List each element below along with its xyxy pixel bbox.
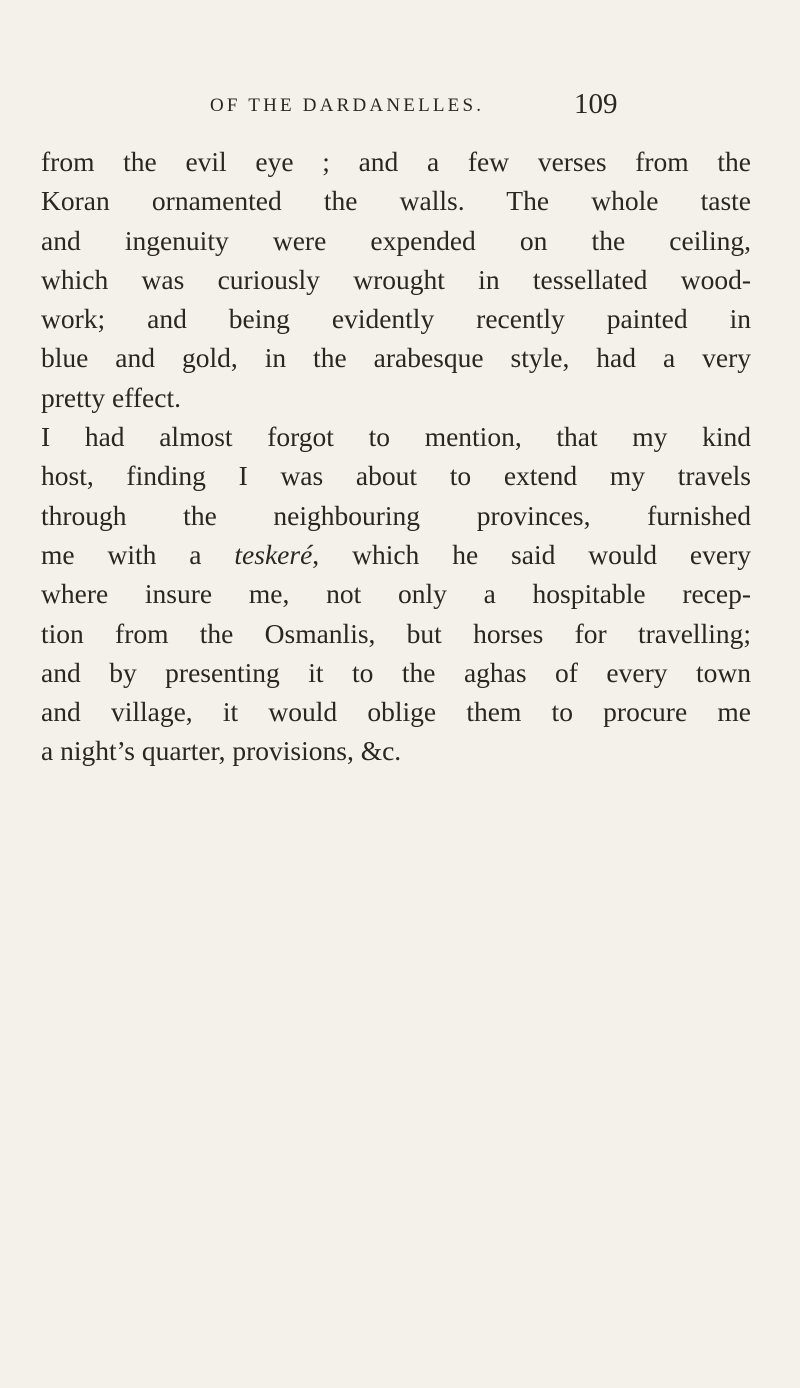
- running-title: OF THE DARDANELLES.: [210, 95, 485, 116]
- text-line-content: I had almost forgot to mention, that my kind: [41, 421, 751, 453]
- text-line: [41, 417, 751, 456]
- text-line-with-italic: [41, 535, 751, 574]
- text-line: pretty effect.: [41, 381, 181, 413]
- text-line: and by presenting it to the aghas of every town: [41, 656, 751, 688]
- text-line: through the neighbouring provinces, furnished: [41, 499, 751, 531]
- text-line: tion from the Osmanlis, but horses for travelling;: [41, 617, 751, 649]
- text-before-italic: me with a: [41, 538, 235, 570]
- text-line: from the evil eye ; and a few verses from the: [41, 146, 751, 177]
- running-head: [210, 86, 618, 126]
- text-line: and ingenuity were expended on the ceiling,: [41, 224, 751, 256]
- text-line: a night’s quarter, provisions, &c.: [41, 735, 402, 767]
- text-line: which was curiously wrought in tessellated wood-: [41, 263, 751, 295]
- text-line: work; and being evidently recently painted in: [41, 303, 751, 335]
- text-line: where insure me, not only a hospitable recep-: [41, 578, 751, 610]
- text-line: Koran ornamented the walls. The whole taste: [41, 185, 751, 217]
- text-line: and village, it would oblige them to procure me: [41, 696, 751, 728]
- text-line: blue and gold, in the arabesque style, had a very: [41, 342, 751, 374]
- italic-term: teskeré: [234, 538, 313, 570]
- text-line: host, finding I was about to extend my travels: [41, 460, 751, 492]
- body-text: [41, 142, 751, 771]
- text-after-italic: , which he said would every: [312, 538, 751, 570]
- page-number: 109: [574, 88, 618, 120]
